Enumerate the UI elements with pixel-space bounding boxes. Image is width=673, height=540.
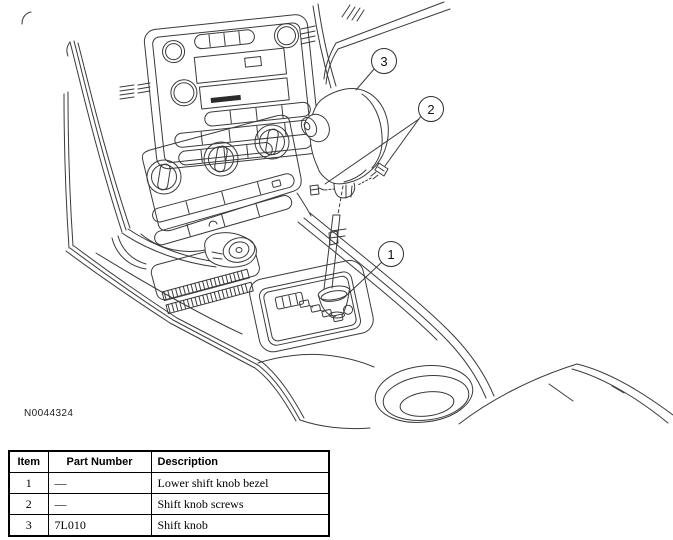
callout-2-number: 2 — [427, 101, 435, 117]
radio-volume-knob — [170, 78, 199, 107]
row1-item: 1 — [9, 473, 48, 494]
cup-holder — [372, 360, 476, 428]
shift-knob-neck — [334, 183, 355, 198]
parts-table — [8, 450, 330, 537]
row3-item: 3 — [9, 515, 48, 537]
header-description: Description — [151, 451, 329, 473]
power-outlet — [205, 233, 258, 268]
row1-description: Lower shift knob bezel — [151, 473, 329, 494]
radio-cd-slot — [199, 78, 289, 109]
row2-description: Shift knob screws — [151, 494, 329, 515]
hvac-dial-right — [255, 125, 289, 159]
row2-item: 2 — [9, 494, 48, 515]
callout-3-number: 3 — [380, 53, 388, 69]
radio-knob-top-left — [161, 40, 185, 64]
shift-knob — [298, 89, 388, 198]
screw-left — [310, 185, 334, 195]
row2-part-number: — — [48, 494, 151, 515]
shifter-bezel-plate — [247, 258, 376, 355]
header-part-number: Part Number — [48, 451, 151, 473]
row3-description: Shift knob — [151, 515, 329, 537]
dash-top-edge — [313, 2, 450, 88]
row3-part-number: 7L010 — [48, 515, 151, 537]
armrest — [459, 364, 673, 424]
callout-2 — [418, 96, 444, 122]
figure-id-label: N0044324 — [24, 408, 74, 419]
climate-control-panel — [141, 115, 311, 251]
callout-1 — [378, 241, 404, 267]
hvac-dial-left — [147, 160, 181, 194]
radio-display — [194, 48, 286, 83]
parts-table-header-row — [9, 451, 329, 473]
table-row — [9, 494, 329, 515]
assembly-alignment-line — [338, 186, 343, 214]
callout-1-number: 1 — [387, 246, 395, 262]
radio-button-row-1 — [204, 102, 311, 127]
table-row — [9, 515, 329, 537]
table-row — [9, 473, 329, 494]
radio-knob-top-right — [273, 23, 299, 49]
row1-part-number: — — [48, 473, 151, 494]
header-item: Item — [9, 451, 48, 473]
dash-left-trim — [22, 12, 217, 269]
callout-3 — [371, 48, 397, 74]
